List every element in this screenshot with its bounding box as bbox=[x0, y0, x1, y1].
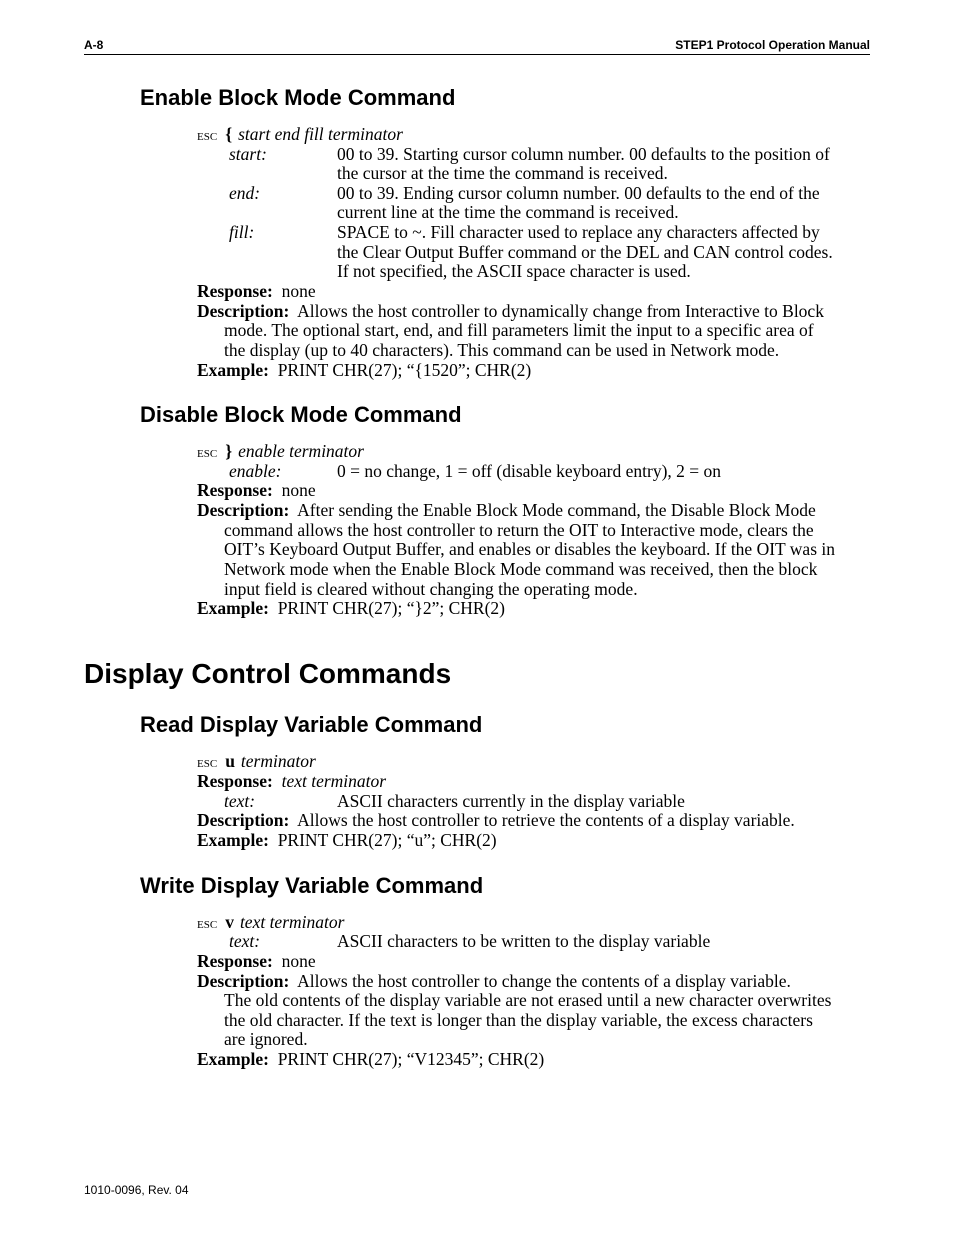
example-line: Example: PRINT CHR(27); “u”; CHR(2) bbox=[197, 830, 497, 850]
description-line: the display (up to 40 characters). This command can be used in Network mode. bbox=[224, 340, 780, 360]
param-name-end: end: bbox=[229, 183, 261, 203]
response-line: Response: none bbox=[197, 281, 316, 301]
description-line: mode. The optional start, end, and fill parameters limit the input to a specific area of bbox=[224, 320, 814, 340]
command-char: } bbox=[225, 441, 233, 461]
description-line: The old contents of the display variable are not erased until a new character overwrites bbox=[224, 990, 832, 1010]
description-line: Description: Allows the host controller to retrieve the contents of a display variable. bbox=[197, 810, 795, 830]
param-desc-line: 00 to 39. Ending cursor column number. 00 defaults to the end of the bbox=[337, 183, 820, 203]
param-desc-line: the cursor at the time the command is received. bbox=[337, 163, 668, 183]
param-name-fill: fill: bbox=[229, 222, 255, 242]
response-line: Response: text terminator bbox=[197, 771, 387, 791]
page-header bbox=[84, 38, 870, 55]
esc-label: ESC bbox=[197, 131, 218, 143]
description-line: Description: After sending the Enable Block Mode command, the Disable Block Mode bbox=[197, 500, 816, 520]
syntax-params: enable terminator bbox=[238, 441, 364, 461]
example-line: Example: PRINT CHR(27); “}2”; CHR(2) bbox=[197, 598, 506, 618]
description-line: Description: Allows the host controller to dynamically change from Interactive to Block bbox=[197, 301, 824, 321]
param-desc-line: SPACE to ~. Fill character used to replace any characters affected by bbox=[337, 222, 820, 242]
esc-label: ESC bbox=[197, 919, 218, 931]
command-char: v bbox=[225, 912, 234, 932]
param-desc-line: the Clear Output Buffer command or the DEL and CAN control codes. bbox=[337, 242, 833, 262]
description-line: OIT’s Keyboard Output Buffer, and enables or disables the keyboard. If the OIT was in bbox=[224, 539, 835, 559]
param-desc-line: ASCII characters currently in the display variable bbox=[337, 791, 685, 811]
param-name-enable: enable: bbox=[229, 461, 282, 481]
command-char: u bbox=[225, 751, 235, 771]
disable-block-heading: Disable Block Mode Command bbox=[140, 402, 462, 427]
write-display-heading: Write Display Variable Command bbox=[140, 873, 484, 898]
response-line: Response: none bbox=[197, 951, 316, 971]
description-line: command allows the host controller to return the OIT to Interactive mode, clears the bbox=[224, 520, 814, 540]
page-number: A-8 bbox=[84, 38, 104, 52]
param-desc-line: 0 = no change, 1 = off (disable keyboard entry), 2 = on bbox=[337, 461, 722, 481]
param-name-text: text: bbox=[229, 931, 261, 951]
description-line: input field is cleared without changing the operating mode. bbox=[224, 579, 638, 599]
esc-label: ESC bbox=[197, 448, 218, 460]
syntax-params: terminator bbox=[240, 751, 316, 771]
response-line: Response: none bbox=[197, 480, 316, 500]
param-desc-line: 00 to 39. Starting cursor column number. 00 defaults to the position of bbox=[337, 144, 830, 164]
manual-title: STEP1 Protocol Operation Manual bbox=[675, 38, 870, 52]
description-line: Network mode when the Enable Block Mode command was received, then the block bbox=[224, 559, 818, 579]
param-desc-line: current line at the time the command is received. bbox=[337, 202, 679, 222]
enable-block-heading: Enable Block Mode Command bbox=[140, 85, 456, 110]
example-line: Example: PRINT CHR(27); “{1520”; CHR(2) bbox=[197, 360, 532, 380]
esc-label: ESC bbox=[197, 758, 218, 770]
description-line: are ignored. bbox=[224, 1029, 308, 1049]
param-name-text: text: bbox=[224, 791, 256, 811]
syntax-params: text terminator bbox=[239, 912, 345, 932]
write-display-syntax bbox=[197, 912, 344, 935]
command-char: { bbox=[225, 124, 233, 144]
display-control-heading: Display Control Commands bbox=[84, 658, 452, 689]
description-line: Description: Allows the host controller to change the contents of a display variable. bbox=[197, 971, 791, 991]
param-desc-line: If not specified, the ASCII space character is used. bbox=[337, 261, 691, 281]
syntax-params: start end fill terminator bbox=[238, 124, 403, 144]
param-desc-line: ASCII characters to be written to the display variable bbox=[337, 931, 711, 951]
param-name-start: start: bbox=[229, 144, 267, 164]
example-line: Example: PRINT CHR(27); “V12345”; CHR(2) bbox=[197, 1049, 545, 1069]
doc-number: 1010-0096, Rev. 04 bbox=[84, 1183, 189, 1197]
read-display-heading: Read Display Variable Command bbox=[140, 712, 483, 737]
description-line: the old character. If the text is longer than the display variable, the excess characters bbox=[224, 1010, 813, 1030]
